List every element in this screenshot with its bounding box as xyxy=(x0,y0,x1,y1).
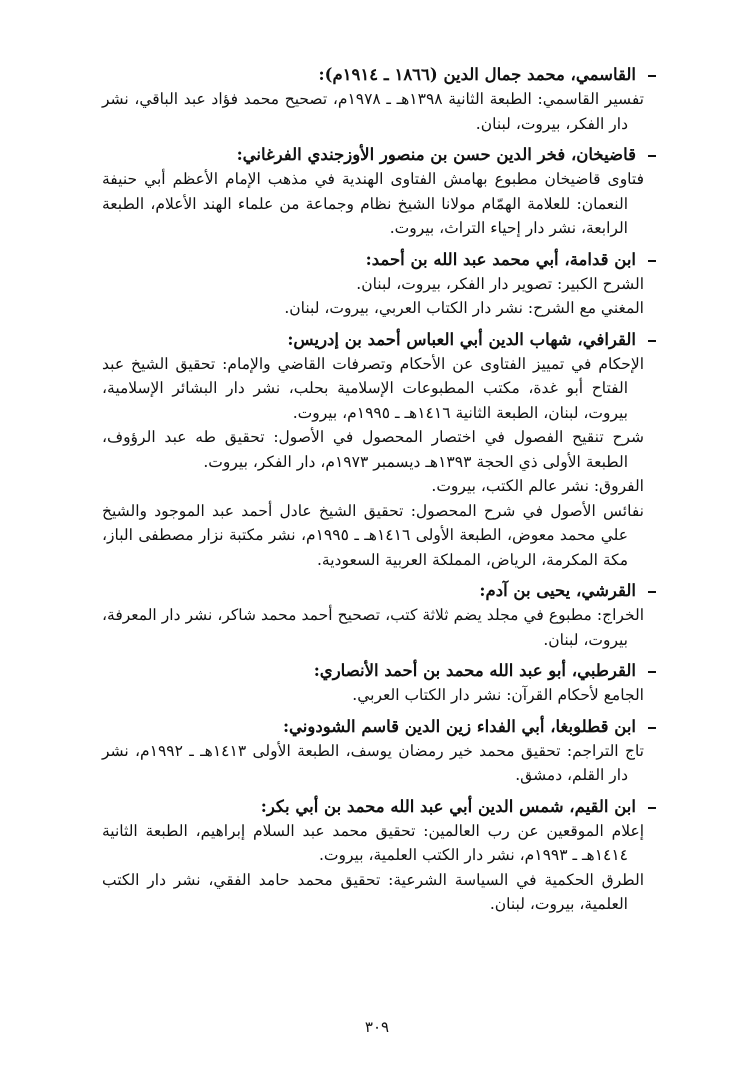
author-heading: القرشي، يحيى بن آدم: xyxy=(102,578,650,603)
work-citation: فتاوى قاضيخان مطبوع بهامش الفتاوى الهندية في مذهب الإمام الأعظم أبي حنيفة النعمان: للعلامة الهمّام مولانا الشيخ نظام وجماعة من علماء الهند الأعلام، الطبعة الرابعة، نشر دار إحياء التراث، بيروت. xyxy=(102,170,644,237)
author-heading: ابن قطلوبغا، أبي الفداء زين الدين قاسم الشودوني: xyxy=(102,714,650,739)
work-citation: الفروق: نشر عالم الكتب، بيروت. xyxy=(431,477,644,495)
work-citation: الجامع لأحكام القرآن: نشر دار الكتاب العربي. xyxy=(352,686,644,704)
bibliography-entry xyxy=(102,327,644,573)
author-heading: ابن القيم، شمس الدين أبي عبد الله محمد بن أبي بكر: xyxy=(102,794,650,819)
bibliography-entry xyxy=(102,714,644,788)
work-citation: إعلام الموقعين عن رب العالمين: تحقيق محمد عبد السلام إبراهيم، الطبعة الثانية ١٤١٤هـ ـ ١٩٩٣م، نشر دار الكتب العلمية، بيروت. xyxy=(102,821,644,864)
page-number: ٣٠٩ xyxy=(364,1018,390,1036)
author-heading: القرافي، شهاب الدين أبي العباس أحمد بن إدريس: xyxy=(102,327,650,352)
author-heading: قاضيخان، فخر الدين حسن بن منصور الأوزجندي الفرغاني: xyxy=(102,142,650,167)
bibliography-list xyxy=(102,62,644,917)
author-heading: ابن قدامة، أبي محمد عبد الله بن أحمد: xyxy=(102,247,650,272)
work-citation: المغني مع الشرح: نشر دار الكتاب العربي، بيروت، لبنان. xyxy=(284,299,644,317)
author-heading: القاسمي، محمد جمال الدين (١٨٦٦ ـ ١٩١٤م): xyxy=(102,62,650,87)
work-citation: تفسير القاسمي: الطبعة الثانية ١٣٩٨هـ ـ ١٩٧٨م، تصحيح محمد فؤاد عبد الباقي، نشر دار الفكر، بيروت، لبنان. xyxy=(102,90,644,133)
bibliography-entry xyxy=(102,62,644,136)
bibliography-entry xyxy=(102,794,644,917)
bibliography-entry xyxy=(102,658,644,708)
work-citation: تاج التراجم: تحقيق محمد خير رمضان يوسف، الطبعة الأولى ١٤١٣هـ ـ ١٩٩٢م، نشر دار القلم، دمشق. xyxy=(102,741,644,784)
work-citation: الشرح الكبير: تصوير دار الفكر، بيروت، لبنان. xyxy=(356,274,644,293)
work-citation: الإحكام في تمييز الفتاوى عن الأحكام وتصرفات القاضي والإمام: تحقيق الشيخ عبد الفتاح أبو غدة، مكتب المطبوعات الإسلامية بحلب، نشر دار البشائر الإسلامية، بيروت، لبنان، الطبعة الثانية ١٤١٦هـ ـ ١٩٩٥م، بيروت. xyxy=(102,354,644,422)
bibliography-entry xyxy=(102,578,644,652)
work-citation: الطرق الحكمية في السياسة الشرعية: تحقيق محمد حامد الفقي، نشر دار الكتب العلمية، بيروت، لبنان. xyxy=(102,870,644,913)
work-citation: نفائس الأصول في شرح المحصول: تحقيق الشيخ عادل أحمد عبد الموجود والشيخ علي محمد معوض، الطبعة الأولى ١٤١٦هـ ـ ١٩٩٥م، نشر مكتبة نزار مصطفى الباز، مكة المكرمة، الرياض، المملكة العربية السعودية. xyxy=(102,501,644,569)
author-heading: القرطبي، أبو عبد الله محمد بن أحمد الأنصاري: xyxy=(102,658,650,683)
work-citation: الخراج: مطبوع في مجلد يضم ثلاثة كتب، تصحيح أحمد محمد شاكر، نشر دار المعرفة، بيروت، لبنان. xyxy=(102,606,644,649)
bibliography-entry xyxy=(102,142,644,241)
bibliography-entry xyxy=(102,247,644,321)
work-citation: شرح تنقيح الفصول في اختصار المحصول في الأصول: تحقيق طه عبد الرؤوف، الطبعة الأولى ذي الحجة ١٣٩٣هـ ديسمبر ١٩٧٣م، دار الفكر، بيروت. xyxy=(102,428,644,471)
